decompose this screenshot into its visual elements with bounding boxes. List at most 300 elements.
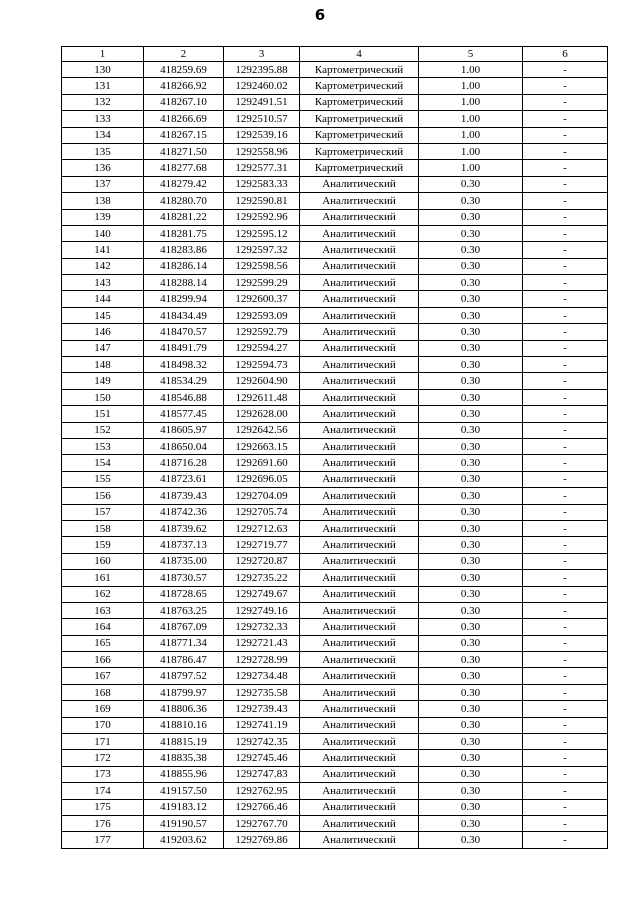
table-body xyxy=(62,62,608,849)
accuracy-cell: 0.30 xyxy=(419,783,523,799)
point-number-cell: 171 xyxy=(62,734,144,750)
accuracy-cell: 1.00 xyxy=(419,160,523,176)
note-cell: - xyxy=(523,520,608,536)
x-coordinate-cell: 418810.16 xyxy=(144,717,224,733)
y-coordinate-cell: 1292747.83 xyxy=(224,766,300,782)
method-cell: Аналитический xyxy=(300,242,419,258)
accuracy-cell: 0.30 xyxy=(419,586,523,602)
y-coordinate-cell: 1292604.90 xyxy=(224,373,300,389)
method-cell: Аналитический xyxy=(300,455,419,471)
table-row xyxy=(62,176,608,192)
method-cell: Аналитический xyxy=(300,324,419,340)
y-coordinate-cell: 1292728.99 xyxy=(224,652,300,668)
x-coordinate-cell: 419190.57 xyxy=(144,815,224,831)
accuracy-cell: 0.30 xyxy=(419,275,523,291)
column-header: 3 xyxy=(224,47,300,62)
table-row xyxy=(62,422,608,438)
y-coordinate-cell: 1292704.09 xyxy=(224,488,300,504)
x-coordinate-cell: 418267.15 xyxy=(144,127,224,143)
method-cell: Аналитический xyxy=(300,225,419,241)
note-cell: - xyxy=(523,357,608,373)
y-coordinate-cell: 1292705.74 xyxy=(224,504,300,520)
note-cell: - xyxy=(523,504,608,520)
y-coordinate-cell: 1292592.96 xyxy=(224,209,300,225)
accuracy-cell: 0.30 xyxy=(419,438,523,454)
x-coordinate-cell: 418266.92 xyxy=(144,78,224,94)
method-cell: Аналитический xyxy=(300,193,419,209)
accuracy-cell: 0.30 xyxy=(419,553,523,569)
accuracy-cell: 0.30 xyxy=(419,471,523,487)
note-cell: - xyxy=(523,225,608,241)
accuracy-cell: 0.30 xyxy=(419,635,523,651)
x-coordinate-cell: 418546.88 xyxy=(144,389,224,405)
x-coordinate-cell: 418771.34 xyxy=(144,635,224,651)
y-coordinate-cell: 1292611.48 xyxy=(224,389,300,405)
point-number-cell: 145 xyxy=(62,307,144,323)
accuracy-cell: 0.30 xyxy=(419,602,523,618)
note-cell: - xyxy=(523,94,608,110)
accuracy-cell: 0.30 xyxy=(419,258,523,274)
table-row xyxy=(62,62,608,78)
note-cell: - xyxy=(523,488,608,504)
note-cell: - xyxy=(523,373,608,389)
x-coordinate-cell: 418491.79 xyxy=(144,340,224,356)
y-coordinate-cell: 1292663.15 xyxy=(224,438,300,454)
point-number-cell: 154 xyxy=(62,455,144,471)
point-number-cell: 157 xyxy=(62,504,144,520)
x-coordinate-cell: 418739.43 xyxy=(144,488,224,504)
accuracy-cell: 0.30 xyxy=(419,537,523,553)
point-number-cell: 172 xyxy=(62,750,144,766)
page-number: 6 xyxy=(314,6,326,24)
accuracy-cell: 0.30 xyxy=(419,242,523,258)
x-coordinate-cell: 418728.65 xyxy=(144,586,224,602)
method-cell: Аналитический xyxy=(300,734,419,750)
method-cell: Аналитический xyxy=(300,291,419,307)
point-number-cell: 158 xyxy=(62,520,144,536)
x-coordinate-cell: 418650.04 xyxy=(144,438,224,454)
table-row xyxy=(62,783,608,799)
method-cell: Аналитический xyxy=(300,520,419,536)
accuracy-cell: 0.30 xyxy=(419,422,523,438)
method-cell: Картометрический xyxy=(300,160,419,176)
accuracy-cell: 0.30 xyxy=(419,717,523,733)
note-cell: - xyxy=(523,652,608,668)
accuracy-cell: 0.30 xyxy=(419,504,523,520)
accuracy-cell: 0.30 xyxy=(419,684,523,700)
point-number-cell: 160 xyxy=(62,553,144,569)
y-coordinate-cell: 1292742.35 xyxy=(224,734,300,750)
x-coordinate-cell: 418281.75 xyxy=(144,225,224,241)
y-coordinate-cell: 1292510.57 xyxy=(224,111,300,127)
note-cell: - xyxy=(523,586,608,602)
accuracy-cell: 0.30 xyxy=(419,619,523,635)
x-coordinate-cell: 418470.57 xyxy=(144,324,224,340)
coordinates-table xyxy=(61,46,608,849)
method-cell: Аналитический xyxy=(300,176,419,192)
accuracy-cell: 0.30 xyxy=(419,225,523,241)
table-row xyxy=(62,275,608,291)
note-cell: - xyxy=(523,684,608,700)
method-cell: Аналитический xyxy=(300,602,419,618)
y-coordinate-cell: 1292749.67 xyxy=(224,586,300,602)
y-coordinate-cell: 1292539.16 xyxy=(224,127,300,143)
y-coordinate-cell: 1292712.63 xyxy=(224,520,300,536)
y-coordinate-cell: 1292745.46 xyxy=(224,750,300,766)
table-row xyxy=(62,111,608,127)
method-cell: Аналитический xyxy=(300,258,419,274)
accuracy-cell: 0.30 xyxy=(419,193,523,209)
y-coordinate-cell: 1292762.95 xyxy=(224,783,300,799)
method-cell: Аналитический xyxy=(300,750,419,766)
y-coordinate-cell: 1292741.19 xyxy=(224,717,300,733)
accuracy-cell: 0.30 xyxy=(419,799,523,815)
x-coordinate-cell: 418737.13 xyxy=(144,537,224,553)
table-row xyxy=(62,143,608,159)
method-cell: Аналитический xyxy=(300,357,419,373)
x-coordinate-cell: 418283.86 xyxy=(144,242,224,258)
note-cell: - xyxy=(523,307,608,323)
table-row xyxy=(62,815,608,831)
table-row xyxy=(62,94,608,110)
method-cell: Аналитический xyxy=(300,717,419,733)
accuracy-cell: 0.30 xyxy=(419,652,523,668)
note-cell: - xyxy=(523,78,608,94)
point-number-cell: 153 xyxy=(62,438,144,454)
table-header-row xyxy=(62,47,608,62)
table-row xyxy=(62,242,608,258)
y-coordinate-cell: 1292749.16 xyxy=(224,602,300,618)
point-number-cell: 164 xyxy=(62,619,144,635)
accuracy-cell: 0.30 xyxy=(419,488,523,504)
accuracy-cell: 0.30 xyxy=(419,570,523,586)
table-row xyxy=(62,373,608,389)
note-cell: - xyxy=(523,127,608,143)
y-coordinate-cell: 1292719.77 xyxy=(224,537,300,553)
y-coordinate-cell: 1292598.56 xyxy=(224,258,300,274)
point-number-cell: 148 xyxy=(62,357,144,373)
note-cell: - xyxy=(523,766,608,782)
note-cell: - xyxy=(523,717,608,733)
note-cell: - xyxy=(523,783,608,799)
accuracy-cell: 0.30 xyxy=(419,520,523,536)
x-coordinate-cell: 418266.69 xyxy=(144,111,224,127)
point-number-cell: 162 xyxy=(62,586,144,602)
x-coordinate-cell: 418279.42 xyxy=(144,176,224,192)
table-row xyxy=(62,553,608,569)
y-coordinate-cell: 1292491.51 xyxy=(224,94,300,110)
method-cell: Аналитический xyxy=(300,422,419,438)
accuracy-cell: 0.30 xyxy=(419,209,523,225)
accuracy-cell: 0.30 xyxy=(419,750,523,766)
x-coordinate-cell: 418605.97 xyxy=(144,422,224,438)
x-coordinate-cell: 418730.57 xyxy=(144,570,224,586)
note-cell: - xyxy=(523,570,608,586)
column-header: 5 xyxy=(419,47,523,62)
note-cell: - xyxy=(523,291,608,307)
table-row xyxy=(62,340,608,356)
accuracy-cell: 0.30 xyxy=(419,176,523,192)
x-coordinate-cell: 418277.68 xyxy=(144,160,224,176)
y-coordinate-cell: 1292642.56 xyxy=(224,422,300,438)
point-number-cell: 173 xyxy=(62,766,144,782)
column-header: 2 xyxy=(144,47,224,62)
x-coordinate-cell: 418797.52 xyxy=(144,668,224,684)
note-cell: - xyxy=(523,537,608,553)
y-coordinate-cell: 1292590.81 xyxy=(224,193,300,209)
note-cell: - xyxy=(523,750,608,766)
method-cell: Аналитический xyxy=(300,406,419,422)
x-coordinate-cell: 418723.61 xyxy=(144,471,224,487)
y-coordinate-cell: 1292732.33 xyxy=(224,619,300,635)
table-row xyxy=(62,324,608,340)
y-coordinate-cell: 1292696.05 xyxy=(224,471,300,487)
table-row xyxy=(62,619,608,635)
x-coordinate-cell: 418835.38 xyxy=(144,750,224,766)
x-coordinate-cell: 418534.29 xyxy=(144,373,224,389)
accuracy-cell: 1.00 xyxy=(419,127,523,143)
x-coordinate-cell: 418267.10 xyxy=(144,94,224,110)
method-cell: Аналитический xyxy=(300,307,419,323)
y-coordinate-cell: 1292766.46 xyxy=(224,799,300,815)
method-cell: Картометрический xyxy=(300,111,419,127)
x-coordinate-cell: 418742.36 xyxy=(144,504,224,520)
method-cell: Аналитический xyxy=(300,668,419,684)
point-number-cell: 137 xyxy=(62,176,144,192)
table-row xyxy=(62,537,608,553)
point-number-cell: 147 xyxy=(62,340,144,356)
method-cell: Аналитический xyxy=(300,537,419,553)
table-row xyxy=(62,225,608,241)
accuracy-cell: 0.30 xyxy=(419,455,523,471)
x-coordinate-cell: 418855.96 xyxy=(144,766,224,782)
note-cell: - xyxy=(523,668,608,684)
y-coordinate-cell: 1292721.43 xyxy=(224,635,300,651)
y-coordinate-cell: 1292593.09 xyxy=(224,307,300,323)
note-cell: - xyxy=(523,389,608,405)
x-coordinate-cell: 418577.45 xyxy=(144,406,224,422)
y-coordinate-cell: 1292595.12 xyxy=(224,225,300,241)
table-row xyxy=(62,488,608,504)
method-cell: Аналитический xyxy=(300,275,419,291)
y-coordinate-cell: 1292628.00 xyxy=(224,406,300,422)
accuracy-cell: 0.30 xyxy=(419,668,523,684)
x-coordinate-cell: 418763.25 xyxy=(144,602,224,618)
table-row xyxy=(62,520,608,536)
note-cell: - xyxy=(523,176,608,192)
x-coordinate-cell: 418806.36 xyxy=(144,701,224,717)
method-cell: Аналитический xyxy=(300,471,419,487)
table-row xyxy=(62,717,608,733)
y-coordinate-cell: 1292720.87 xyxy=(224,553,300,569)
note-cell: - xyxy=(523,701,608,717)
table-row xyxy=(62,570,608,586)
method-cell: Аналитический xyxy=(300,799,419,815)
table-row xyxy=(62,389,608,405)
table-row xyxy=(62,635,608,651)
note-cell: - xyxy=(523,242,608,258)
note-cell: - xyxy=(523,143,608,159)
point-number-cell: 134 xyxy=(62,127,144,143)
x-coordinate-cell: 418280.70 xyxy=(144,193,224,209)
x-coordinate-cell: 418271.50 xyxy=(144,143,224,159)
x-coordinate-cell: 418786.47 xyxy=(144,652,224,668)
point-number-cell: 143 xyxy=(62,275,144,291)
point-number-cell: 132 xyxy=(62,94,144,110)
method-cell: Аналитический xyxy=(300,586,419,602)
point-number-cell: 175 xyxy=(62,799,144,815)
x-coordinate-cell: 418299.94 xyxy=(144,291,224,307)
y-coordinate-cell: 1292594.27 xyxy=(224,340,300,356)
note-cell: - xyxy=(523,324,608,340)
table-row xyxy=(62,209,608,225)
accuracy-cell: 1.00 xyxy=(419,94,523,110)
note-cell: - xyxy=(523,619,608,635)
point-number-cell: 174 xyxy=(62,783,144,799)
point-number-cell: 159 xyxy=(62,537,144,553)
method-cell: Аналитический xyxy=(300,652,419,668)
x-coordinate-cell: 418288.14 xyxy=(144,275,224,291)
accuracy-cell: 1.00 xyxy=(419,78,523,94)
table-row xyxy=(62,127,608,143)
accuracy-cell: 0.30 xyxy=(419,766,523,782)
method-cell: Аналитический xyxy=(300,701,419,717)
y-coordinate-cell: 1292597.32 xyxy=(224,242,300,258)
point-number-cell: 133 xyxy=(62,111,144,127)
method-cell: Аналитический xyxy=(300,209,419,225)
y-coordinate-cell: 1292691.60 xyxy=(224,455,300,471)
method-cell: Картометрический xyxy=(300,62,419,78)
point-number-cell: 136 xyxy=(62,160,144,176)
method-cell: Аналитический xyxy=(300,783,419,799)
note-cell: - xyxy=(523,635,608,651)
table-row xyxy=(62,258,608,274)
method-cell: Аналитический xyxy=(300,684,419,700)
accuracy-cell: 0.30 xyxy=(419,815,523,831)
method-cell: Аналитический xyxy=(300,389,419,405)
point-number-cell: 131 xyxy=(62,78,144,94)
table-row xyxy=(62,406,608,422)
method-cell: Аналитический xyxy=(300,766,419,782)
table-row xyxy=(62,766,608,782)
y-coordinate-cell: 1292769.86 xyxy=(224,832,300,848)
y-coordinate-cell: 1292583.33 xyxy=(224,176,300,192)
point-number-cell: 135 xyxy=(62,143,144,159)
x-coordinate-cell: 418434.49 xyxy=(144,307,224,323)
note-cell: - xyxy=(523,258,608,274)
table-row xyxy=(62,602,608,618)
table-row xyxy=(62,455,608,471)
accuracy-cell: 0.30 xyxy=(419,291,523,307)
table-row xyxy=(62,684,608,700)
method-cell: Аналитический xyxy=(300,553,419,569)
table-row xyxy=(62,832,608,848)
point-number-cell: 138 xyxy=(62,193,144,209)
method-cell: Аналитический xyxy=(300,570,419,586)
column-header: 4 xyxy=(300,47,419,62)
point-number-cell: 155 xyxy=(62,471,144,487)
method-cell: Картометрический xyxy=(300,127,419,143)
note-cell: - xyxy=(523,62,608,78)
accuracy-cell: 1.00 xyxy=(419,62,523,78)
accuracy-cell: 1.00 xyxy=(419,111,523,127)
note-cell: - xyxy=(523,209,608,225)
point-number-cell: 165 xyxy=(62,635,144,651)
x-coordinate-cell: 419183.12 xyxy=(144,799,224,815)
accuracy-cell: 0.30 xyxy=(419,389,523,405)
table-row xyxy=(62,160,608,176)
table-row xyxy=(62,78,608,94)
y-coordinate-cell: 1292600.37 xyxy=(224,291,300,307)
point-number-cell: 140 xyxy=(62,225,144,241)
note-cell: - xyxy=(523,275,608,291)
point-number-cell: 169 xyxy=(62,701,144,717)
table-row xyxy=(62,701,608,717)
method-cell: Картометрический xyxy=(300,94,419,110)
x-coordinate-cell: 418815.19 xyxy=(144,734,224,750)
table-row xyxy=(62,307,608,323)
note-cell: - xyxy=(523,553,608,569)
note-cell: - xyxy=(523,734,608,750)
accuracy-cell: 0.30 xyxy=(419,373,523,389)
x-coordinate-cell: 418716.28 xyxy=(144,455,224,471)
point-number-cell: 151 xyxy=(62,406,144,422)
table-row xyxy=(62,504,608,520)
x-coordinate-cell: 418281.22 xyxy=(144,209,224,225)
y-coordinate-cell: 1292592.79 xyxy=(224,324,300,340)
note-cell: - xyxy=(523,340,608,356)
y-coordinate-cell: 1292395.88 xyxy=(224,62,300,78)
point-number-cell: 130 xyxy=(62,62,144,78)
accuracy-cell: 0.30 xyxy=(419,406,523,422)
table-row xyxy=(62,291,608,307)
y-coordinate-cell: 1292460.02 xyxy=(224,78,300,94)
note-cell: - xyxy=(523,193,608,209)
method-cell: Аналитический xyxy=(300,340,419,356)
note-cell: - xyxy=(523,471,608,487)
note-cell: - xyxy=(523,832,608,848)
x-coordinate-cell: 418767.09 xyxy=(144,619,224,635)
x-coordinate-cell: 418739.62 xyxy=(144,520,224,536)
y-coordinate-cell: 1292735.58 xyxy=(224,684,300,700)
x-coordinate-cell: 418735.00 xyxy=(144,553,224,569)
accuracy-cell: 0.30 xyxy=(419,340,523,356)
method-cell: Аналитический xyxy=(300,832,419,848)
x-coordinate-cell: 419203.62 xyxy=(144,832,224,848)
table-row xyxy=(62,438,608,454)
point-number-cell: 168 xyxy=(62,684,144,700)
point-number-cell: 166 xyxy=(62,652,144,668)
table-row xyxy=(62,799,608,815)
y-coordinate-cell: 1292558.96 xyxy=(224,143,300,159)
note-cell: - xyxy=(523,406,608,422)
accuracy-cell: 0.30 xyxy=(419,324,523,340)
column-header: 6 xyxy=(523,47,608,62)
note-cell: - xyxy=(523,602,608,618)
accuracy-cell: 0.30 xyxy=(419,734,523,750)
y-coordinate-cell: 1292767.70 xyxy=(224,815,300,831)
accuracy-cell: 0.30 xyxy=(419,701,523,717)
method-cell: Аналитический xyxy=(300,815,419,831)
point-number-cell: 149 xyxy=(62,373,144,389)
y-coordinate-cell: 1292735.22 xyxy=(224,570,300,586)
point-number-cell: 156 xyxy=(62,488,144,504)
table-row xyxy=(62,652,608,668)
x-coordinate-cell: 418498.32 xyxy=(144,357,224,373)
note-cell: - xyxy=(523,799,608,815)
point-number-cell: 176 xyxy=(62,815,144,831)
y-coordinate-cell: 1292734.48 xyxy=(224,668,300,684)
